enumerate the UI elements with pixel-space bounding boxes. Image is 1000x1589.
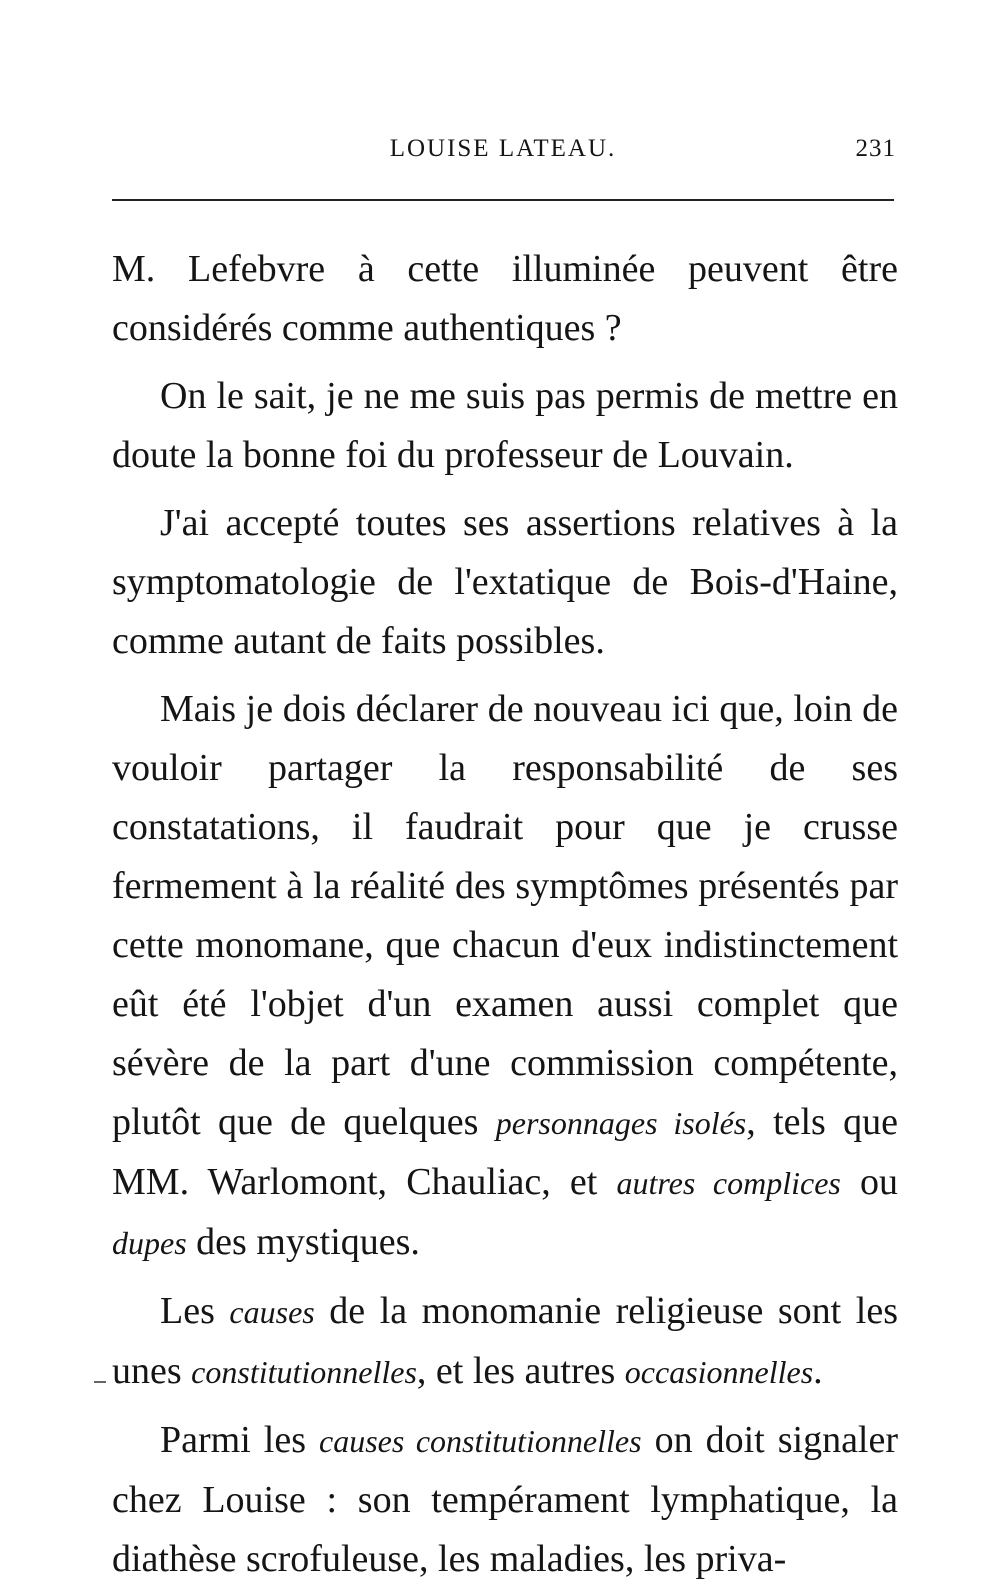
margin-mark — [94, 1381, 106, 1383]
text-run: J'ai accepté toutes ses assertions relatives à la symptomatologie de l'extatique de Bois-d'Haine, comme autant de faits possibles. — [112, 502, 898, 662]
text-run: , et les autres — [416, 1350, 625, 1392]
paragraph — [112, 494, 898, 671]
body-text — [112, 240, 898, 1589]
text-run: M. Lefebvre à cette illuminée peuvent être considérés comme authentiques ? — [112, 248, 898, 349]
page-number: 231 — [855, 135, 896, 162]
paragraph — [112, 367, 898, 485]
text-run: ou — [840, 1161, 898, 1203]
text-run: Mais je dois déclarer de nouveau ici que, loin de vouloir partager la responsabilité de ses constatations, il faudrait pour que je crusse fermement à la réalité des symptômes présentés par cette monomane, que chacun d'eux indistinctement eût été l'objet d'un examen aussi complet que sévère de la part d'une commission compétente, plutôt que de quelques — [112, 688, 898, 1143]
italic-text: autres complices — [616, 1165, 841, 1201]
paragraph — [112, 1411, 898, 1589]
paragraph — [112, 1282, 898, 1402]
italic-text: causes constitutionnelles — [319, 1423, 642, 1459]
running-title: LOUISE LATEAU. — [389, 135, 617, 162]
italic-text: causes — [229, 1294, 315, 1330]
running-head — [108, 132, 898, 166]
italic-text: constitutionnelles — [191, 1354, 417, 1390]
text-run: . — [813, 1350, 823, 1392]
text-run: on doit signaler chez Louise : son tempérament lymphatique, la diathèse scrofuleuse, les maladies, les priva- — [112, 1419, 899, 1580]
text-run: Parmi les — [160, 1419, 319, 1461]
italic-text: occasionnelles — [624, 1354, 814, 1390]
header-rule — [112, 199, 894, 201]
paragraph — [112, 240, 898, 358]
text-run: On le sait, je ne me suis pas permis de mettre en doute la bonne foi du professeur de Louvain. — [112, 375, 898, 476]
text-run: de la monomanie religieuse sont les unes — [112, 1290, 898, 1392]
italic-text: dupes — [112, 1225, 187, 1261]
text-run: , tels que MM. Warlomont, Chauliac, et — [112, 1101, 899, 1203]
paragraph — [112, 680, 898, 1273]
text-run: Les — [160, 1290, 230, 1332]
text-run: des mystiques. — [186, 1221, 420, 1263]
italic-text: personnages isolés — [495, 1105, 747, 1141]
